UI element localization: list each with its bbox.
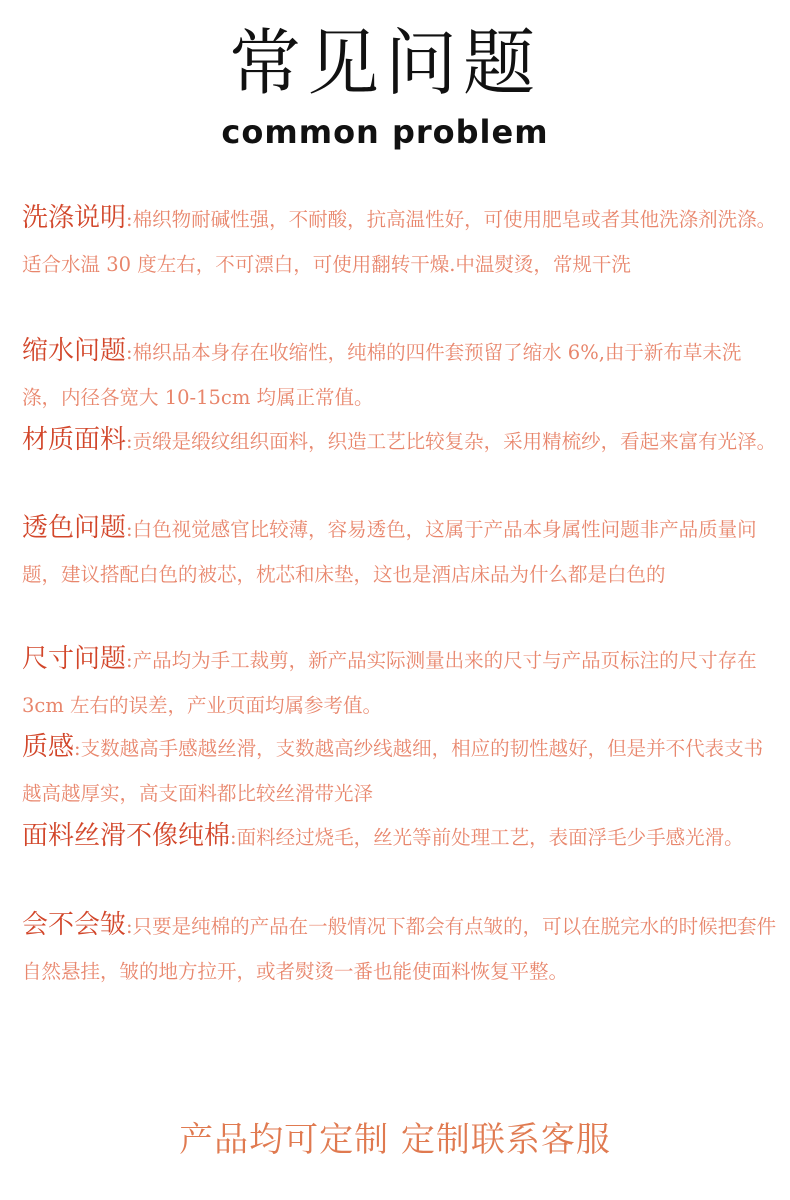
faq-item-texture [22,725,778,816]
faq-text: 面料经过烧毛，丝光等前处理工艺，表面浮毛少手感光滑。 [236,826,744,849]
faq-label: 洗涤说明 [22,203,127,233]
faq-label: 会不会皱 [22,910,127,940]
faq-text: 贡缎是缎纹组织面料，织造工艺比较复杂，采用精梳纱，看起来富有光泽。 [132,430,777,453]
faq-colon: : [126,430,133,453]
faq-label: 透色问题 [22,513,127,543]
faq-text: 棉织品本身存在收缩性，纯棉的四件套预留了缩水 6%,由于新布草未洗涤，内径各宽大 10-15cm 均属正常值。 [22,341,742,409]
faq-text: 产品均为手工裁剪，新产品实际测量出来的尺寸与产品页标注的尺寸存在 3cm 左右的误差，产业页面均属参考值。 [22,649,757,717]
faq-colon: : [126,518,133,541]
faq-text: 支数越高手感越丝滑，支数越高纱线越细，相应的韧性越好，但是并不代表支书越高越厚实，高支面料都比较丝滑带光泽 [22,737,764,805]
faq-colon: : [126,208,133,231]
faq-colon: : [230,826,237,849]
custom-order-note: 产品均可定制 定制联系客服 [179,1120,611,1160]
faq-colon: : [126,915,133,938]
faq-item-washing [22,196,778,287]
faq-item-smoothness [22,814,778,860]
faq-item-material [22,418,778,464]
page-title: 常见问题 [228,21,541,105]
faq-colon: : [126,649,133,672]
faq-item-transparency [22,506,778,597]
faq-colon: : [74,737,81,760]
faq-label: 质感 [22,732,75,762]
faq-item-shrinkage [22,329,778,420]
faq-text: 白色视觉感官比较薄，容易透色，这属于产品本身属性问题非产品质量问题，建议搭配白色的被芯，枕芯和床垫，这也是酒店床品为什么都是白色的 [22,518,757,586]
faq-item-size [22,637,778,728]
page-subtitle: common problem [221,113,549,151]
faq-text: 只要是纯棉的产品在一般情况下都会有点皱的，可以在脱完水的时候把套件自然悬挂，皱的地方拉开，或者熨烫一番也能使面料恢复平整。 [22,915,777,983]
faq-label: 材质面料 [22,425,127,455]
faq-label: 缩水问题 [22,336,127,366]
faq-colon: : [126,341,133,364]
faq-text: 棉织物耐碱性强，不耐酸，抗高温性好，可使用肥皂或者其他洗涤剂洗涤。适合水温 30 度左右，不可漂白，可使用翻转干燥.中温熨烫，常规干洗 [22,208,777,276]
faq-label: 尺寸问题 [22,644,127,674]
faq-label: 面料丝滑不像纯棉 [22,821,231,851]
faq-item-wrinkle [22,903,778,994]
